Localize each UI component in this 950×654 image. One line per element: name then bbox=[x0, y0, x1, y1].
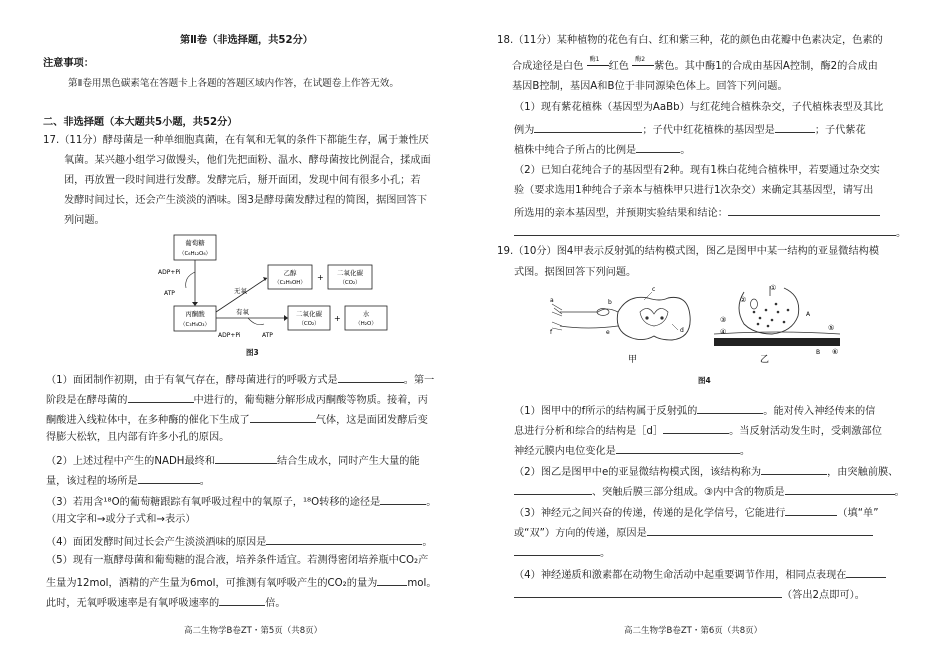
q18-line-9: 所选用的亲本基因型，并预期实验结果和结论： bbox=[514, 204, 880, 221]
q18-line-3: 基因B控制，基因A和B位于非同源染色体上。回答下列问题。 bbox=[512, 81, 788, 92]
q18-line-1: 18.（11分）某种植物的花色有白、红和紫三种，花的颜色由花瓣中色素决定，色素的 bbox=[497, 35, 883, 46]
fig3-pyruvate: 丙酮酸 bbox=[185, 310, 205, 318]
q19-sub2-line2: 、突触后膜三部分组成。③内中含的物质是 。 bbox=[514, 483, 905, 500]
answer-blank[interactable] bbox=[647, 524, 873, 536]
answer-blank[interactable] bbox=[266, 533, 422, 545]
q17-line-4: 发酵时间过长，还会产生淡淡的酒味。图3是酵母菌发酵过程的简图，据图回答下 bbox=[64, 195, 428, 206]
answer-blank[interactable] bbox=[215, 452, 277, 464]
fig3-co2b: 二氧化碳 bbox=[296, 310, 322, 318]
answer-blank[interactable] bbox=[128, 391, 194, 403]
q17-sub5-line3: 此时，无氧呼吸速率是有氧呼吸速率的 倍。 bbox=[46, 594, 286, 611]
fig3-co2b-formula: （CO₂） bbox=[298, 321, 320, 327]
fig3-ethanol-formula: （C₂H₅OH） bbox=[274, 280, 306, 286]
answer-blank[interactable] bbox=[514, 483, 592, 495]
part-title: 二、非选择题（本大题共5小题，共52分） bbox=[43, 117, 238, 128]
answer-blank[interactable] bbox=[728, 204, 880, 216]
q17-sub5-line2: 生量为12mol，酒精的产生量为6mol，可推测有氧呼吸产生的CO₂的量为 mol。 bbox=[46, 574, 437, 591]
q17-line-1: 17.（11分）酵母菌是一种单细胞真菌，在有氧和无氧的条件下都能生存，属于兼性厌 bbox=[43, 135, 429, 146]
notice-title: 注意事项： bbox=[43, 58, 94, 69]
fig3-co2-formula: （CO₂） bbox=[339, 280, 361, 286]
answer-blank[interactable] bbox=[338, 371, 404, 383]
enzyme1-arrow: 酶1 bbox=[587, 61, 609, 71]
section-title: 第Ⅱ卷（非选择题，共52分） bbox=[180, 35, 313, 46]
fig4-letter-c: c bbox=[652, 286, 656, 293]
answer-blank[interactable] bbox=[380, 493, 426, 505]
q19-sub3-line2: 或“双”）方向的传递，原因是 bbox=[514, 524, 873, 541]
answer-blank[interactable] bbox=[377, 574, 407, 586]
q17-sub3-line2: （用文字和→或分子式和→表示） bbox=[46, 514, 196, 525]
q17-line-3: 团，再放置一段时间进行发酵。发酵完后，掰开面团，发现中间有很多小孔；若 bbox=[64, 175, 421, 186]
figure-3-diagram bbox=[156, 232, 391, 340]
fig3-ethanol: 乙醇 bbox=[283, 269, 297, 277]
answer-blank[interactable] bbox=[514, 586, 782, 598]
q17-line-2: 氧菌。某兴趣小组学习做馒头，他们先把面粉、温水、酵母菌按比例混合，揉成面 bbox=[64, 155, 431, 166]
fig3-adp-pi-1: ADP+Pi bbox=[158, 269, 181, 276]
fig4-label-jia: 甲 bbox=[628, 355, 638, 365]
q17-sub2-line1: （2）上述过程中产生的NADH最终和 结合生成水，同时产生大量的能 bbox=[46, 452, 420, 469]
answer-blank[interactable] bbox=[663, 422, 729, 434]
fig3-co2: 二氧化碳 bbox=[337, 269, 363, 277]
answer-blank[interactable] bbox=[846, 566, 886, 578]
answer-blank[interactable] bbox=[138, 472, 200, 484]
fig4-num-4: ④ bbox=[720, 328, 727, 336]
fig4-letter-A: A bbox=[806, 311, 811, 318]
figure-4-caption: 图4 bbox=[698, 376, 711, 385]
answer-blank[interactable] bbox=[534, 121, 642, 133]
fig4-letter-f: f bbox=[550, 329, 553, 336]
answer-blank[interactable] bbox=[775, 121, 815, 133]
q19-sub1-line1: （1）图甲中的f所示的结构属于反射弧的 。能对传入神经传来的信 bbox=[514, 402, 875, 419]
q19-sub4-line1: （4）神经递质和激素都在动物生命活动中起重要调节作用，相同点表现在 bbox=[514, 566, 886, 583]
answer-blank[interactable] bbox=[785, 483, 895, 495]
synaptic-vesicles bbox=[753, 303, 790, 328]
q19-sub4-line2: （答出2点即可）。 bbox=[514, 586, 865, 603]
answer-blank[interactable] bbox=[697, 402, 763, 414]
fig3-glucose-formula: （C₆H₁₂O₆） bbox=[178, 251, 212, 257]
answer-blank[interactable] bbox=[616, 442, 740, 454]
fig4-num-5: ⑤ bbox=[828, 324, 835, 332]
q17-sub1-line1: （1）面团制作初期，由于有氧气存在，酵母菌进行的呼吸方式是 。第一 bbox=[46, 371, 434, 388]
q17-sub1-line2: 阶段是在酵母菌的 中进行的，葡萄糖分解形成丙酮酸等物质。接着，丙 bbox=[46, 391, 428, 408]
q18-line-10: 。 bbox=[514, 224, 906, 241]
answer-blank[interactable] bbox=[785, 504, 837, 516]
q18-line-8: 验（要求选用1种纯合子亲本与植株甲只进行1次杂交）来确定其基因型，请写出 bbox=[514, 185, 874, 196]
q17-sub3-line1: （3）若用含¹⁸O的葡萄糖跟踪有氧呼吸过程中的氧原子，¹⁸O转移的途径是 。 bbox=[46, 493, 436, 510]
q17-sub5-line1: （5）现有一瓶酵母菌和葡萄糖的混合液，培养条件适宜。若测得密闭培养瓶中CO₂产 bbox=[46, 555, 429, 566]
q18-line-2: 合成途径是白色 酶1 红色 酶2 紫色。其中酶1的合成由基因A控制，酶2的合成由 bbox=[512, 56, 878, 72]
fig3-glucose: 葡萄糖 bbox=[185, 239, 205, 247]
fig3-aerobic: 有氧 bbox=[236, 308, 249, 316]
answer-blank[interactable] bbox=[514, 544, 600, 556]
enzyme2-arrow: 酶2 bbox=[632, 61, 654, 71]
fig3-water: 水 bbox=[362, 310, 370, 318]
q17-sub4-line1: （4）面团发酵时间过长会产生淡淡酒味的原因是 。 bbox=[46, 533, 433, 550]
answer-blank[interactable] bbox=[250, 411, 316, 423]
figure-3-caption: 图3 bbox=[246, 348, 259, 357]
q17-sub1-line3: 酮酸进入线粒体中，在多种酶的催化下生成了 气体，这是面团发酵后变 bbox=[46, 411, 428, 428]
fig4-num-3: ③ bbox=[720, 316, 727, 324]
fig3-water-formula: （H₂O） bbox=[355, 321, 377, 327]
fig3-plus-1: + bbox=[317, 273, 324, 282]
fig3-adp-pi-2: ADP+Pi bbox=[218, 332, 241, 339]
fig4-num-2: ② bbox=[740, 296, 747, 304]
q19-sub1-line3: 神经元膜内电位变化是 。 bbox=[514, 442, 750, 459]
q19-line-2: 式图。据图回答下列问题。 bbox=[514, 267, 637, 278]
notice-text: 第Ⅱ卷用黑色碳素笔在答题卡上各题的答题区域内作答，在试题卷上作答无效。 bbox=[68, 78, 399, 89]
q18-line-7: （2）已知白花纯合子的基因型有2种。现有1株白花纯合植株甲，若要通过杂交实 bbox=[514, 165, 880, 176]
q17-line-5: 列问题。 bbox=[64, 215, 105, 226]
q19-sub1-line2: 息进行分析和综合的结构是［d］ 。当反射活动发生时，受刺激部位 bbox=[514, 422, 882, 439]
figure-4-diagram bbox=[548, 282, 848, 366]
q19-sub3-line1: （3）神经元之间兴奋的传递，传递的是化学信号，它能进行 （填“单” bbox=[514, 504, 878, 521]
fig3-atp-2: ATP bbox=[262, 332, 273, 339]
q19-line-1: 19.（10分）图4甲表示反射弧的结构模式图，图乙是图甲中某一结构的亚显微结构模 bbox=[497, 246, 880, 257]
q19-sub3-line3: 。 bbox=[514, 544, 610, 561]
q19-sub2-line1: （2）图乙是图甲中e的亚显微结构模式图，该结构称为 ，由突触前膜、 bbox=[514, 463, 898, 480]
q17-sub1-line4: 得膨大松软，且内部有许多小孔的原因。 bbox=[46, 432, 230, 443]
answer-blank[interactable] bbox=[514, 224, 896, 236]
fig3-pyruvate-formula: （C₃H₄O₃） bbox=[180, 322, 210, 328]
fig4-num-6: ⑥ bbox=[832, 348, 839, 356]
fig4-letter-b: b bbox=[608, 299, 612, 306]
fig3-plus-2: + bbox=[334, 314, 341, 323]
page-footer-left: 高二生物学B卷ZT・第5页（共8页） bbox=[184, 626, 323, 636]
q17-sub2-line2: 量，该过程的场所是 。 bbox=[46, 472, 210, 489]
fig4-num-1: ① bbox=[770, 284, 777, 292]
fig4-letter-e: e bbox=[606, 329, 610, 336]
fig4-letter-d: d bbox=[680, 327, 684, 334]
q18-line-6: 植株中纯合子所占的比例是 。 bbox=[514, 141, 690, 158]
fig4-letter-a: a bbox=[550, 297, 554, 304]
fig3-anaerobic: 无氧 bbox=[234, 287, 247, 295]
q18-line-5: 例为 ；子代中红花植株的基因型是 ；子代紫花 bbox=[514, 121, 866, 138]
fig3-atp-1: ATP bbox=[164, 290, 175, 297]
answer-blank[interactable] bbox=[636, 141, 680, 153]
fig4-label-yi: 乙 bbox=[760, 355, 770, 365]
answer-blank[interactable] bbox=[219, 594, 265, 606]
answer-blank[interactable] bbox=[761, 463, 827, 475]
fig4-letter-B: B bbox=[816, 349, 821, 356]
page-footer-right: 高二生物学B卷ZT・第6页（共8页） bbox=[624, 626, 763, 636]
q18-line-4: （1）现有紫花植株（基因型为AaBb）与红花纯合植株杂交，子代植株表型及其比 bbox=[514, 102, 884, 113]
